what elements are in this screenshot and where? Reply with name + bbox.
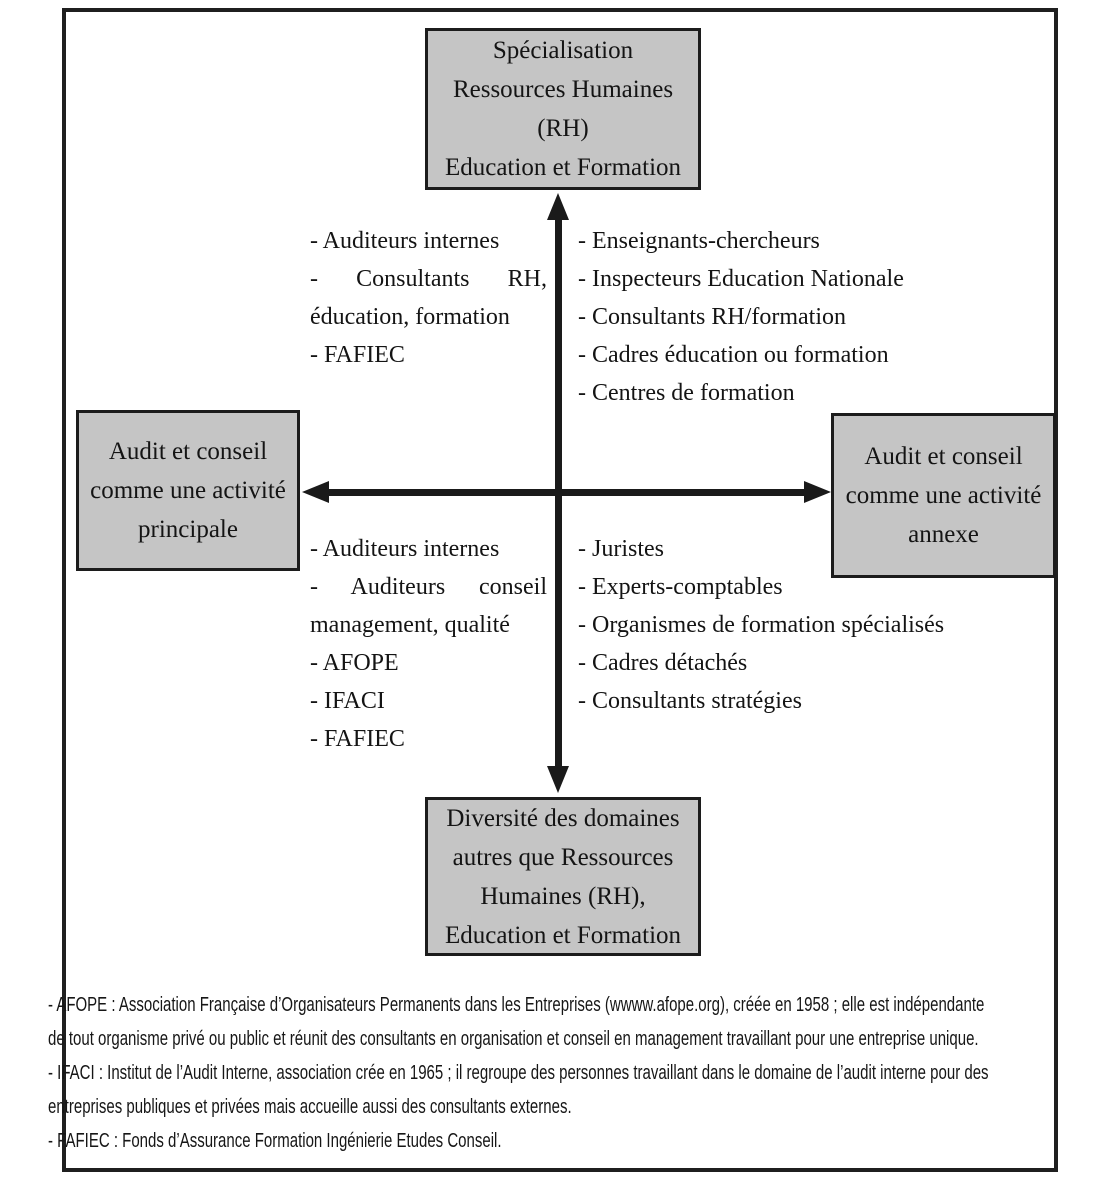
list-item: - Auditeurs internes	[310, 536, 500, 562]
left-axis-box-line: Audit et conseil	[108, 438, 268, 465]
right-axis-box-line: comme une activité	[845, 482, 1042, 509]
footnote-line: - FAFIEC : Fonds d’Assurance Formation Ingénierie Etudes Conseil.	[48, 1130, 502, 1152]
quadrant-bottom-right-list	[578, 530, 1008, 720]
quadrant-top-right-list	[578, 222, 978, 412]
arrowhead-left-icon	[302, 481, 329, 503]
top-axis-box-line: Ressources Humaines	[452, 76, 674, 103]
list-item: - Enseignants-chercheurs	[578, 228, 820, 254]
footnote-line: - IFACI : Institut de l’Audit Interne, association crée en 1965 ; il regroupe des personnes travaillant dans le domaine de l’audit interne pour des	[48, 1062, 989, 1084]
right-axis-box-line: annexe	[908, 521, 979, 548]
bottom-axis-box-line: autres que Ressources	[452, 843, 674, 871]
top-axis-box-line: Spécialisation	[492, 37, 634, 64]
list-item: - AFOPE	[310, 650, 399, 676]
list-item: - Consultants RH/formation	[578, 304, 846, 330]
quadrant-top-left-list	[310, 222, 547, 374]
bottom-axis-box-line: Humaines (RH),	[480, 882, 646, 910]
left-axis-box-line: principale	[138, 516, 238, 543]
list-item: - Experts-comptables	[578, 574, 783, 600]
list-item: - FAFIEC	[310, 342, 405, 368]
left-axis-box-line: comme une activité	[90, 477, 286, 504]
arrowhead-up-icon	[547, 193, 569, 220]
list-item: - Centres de formation	[578, 380, 795, 406]
list-item: - Organismes de formation spécialisés	[578, 612, 945, 638]
arrowhead-right-icon	[804, 481, 831, 503]
list-item: - Cadres éducation ou formation	[578, 342, 889, 368]
list-item: - Auditeurs conseil management, qualité	[310, 574, 547, 638]
footnote-line: entreprises publiques et privées mais accueille aussi des consultants externes.	[48, 1096, 572, 1118]
footnote-line: - AFOPE : Association Française d’Organisateurs Permanents dans les Entreprises (wwww.afope.org), créée en 1958 ; elle est indépendante	[48, 994, 985, 1016]
bottom-axis-box-line: Diversité des domaines	[446, 804, 680, 832]
list-item: - Consultants RH, éducation, formation	[310, 266, 547, 330]
top-axis-box-line: (RH)	[537, 115, 589, 142]
horizontal-axis-line	[322, 489, 812, 496]
list-item: - Consultants stratégies	[578, 688, 802, 714]
list-item: - Juristes	[578, 536, 664, 562]
list-item: - Inspecteurs Education Nationale	[578, 266, 904, 292]
footnote-line: de tout organisme privé ou public et réunit des consultants en organisation et conseil en management travaillant pour une entreprise unique.	[48, 1028, 979, 1050]
top-axis-box	[425, 28, 701, 190]
footnotes-block	[48, 988, 1078, 1158]
arrowhead-down-icon	[547, 766, 569, 793]
quadrant-bottom-left-list	[310, 530, 547, 758]
list-item: - Auditeurs internes	[310, 228, 500, 254]
bottom-axis-box	[425, 797, 701, 956]
list-item: - FAFIEC	[310, 726, 405, 752]
right-axis-box-line: Audit et conseil	[864, 443, 1023, 470]
top-axis-box-line: Education et Formation	[444, 154, 682, 181]
list-item: - Cadres détachés	[578, 650, 748, 676]
bottom-axis-box-line: Education et Formation	[444, 921, 682, 949]
list-item: - IFACI	[310, 688, 385, 714]
left-axis-box	[76, 410, 300, 571]
